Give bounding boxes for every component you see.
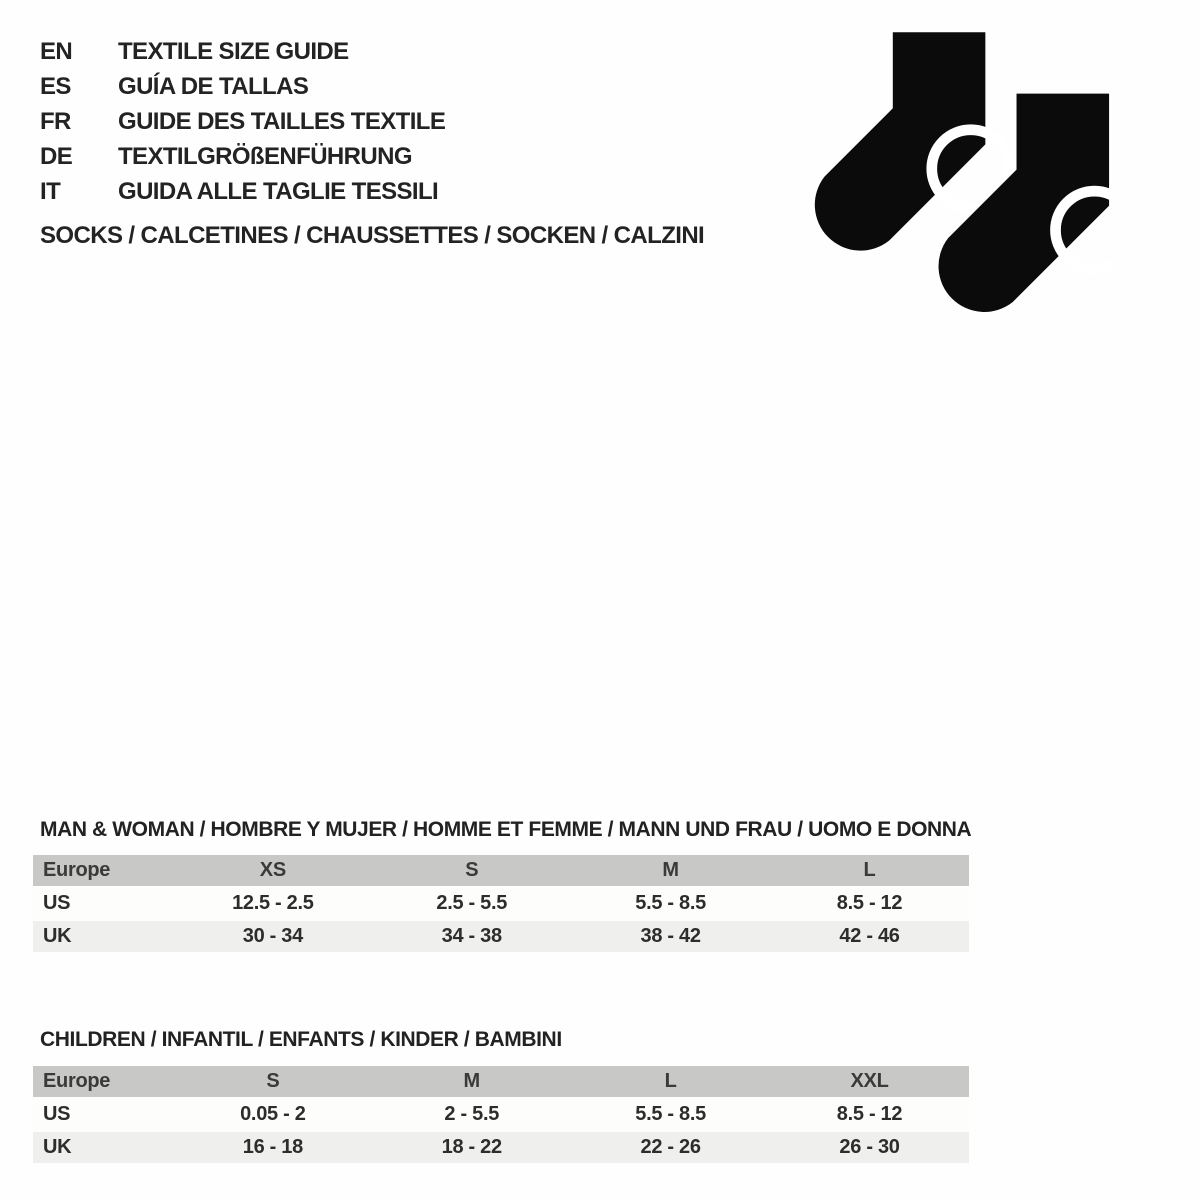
lang-code: IT xyxy=(40,177,61,205)
table-row-uk xyxy=(33,921,969,952)
header-cell-size: S xyxy=(465,859,479,881)
size-value: 5.5 - 8.5 xyxy=(635,892,706,914)
lang-row-fr xyxy=(40,104,445,139)
lang-row-it xyxy=(40,174,445,209)
table-row-us xyxy=(33,1099,969,1130)
lang-label: GUÍA DE TALLAS xyxy=(118,72,309,100)
socks-icon xyxy=(810,32,1112,320)
lang-label: GUIDA ALLE TAGLIE TESSILI xyxy=(118,177,439,205)
size-value: 16 - 18 xyxy=(242,1136,303,1158)
lang-row-es xyxy=(40,69,445,104)
man-woman-size-table xyxy=(33,855,969,954)
header-cell-region: Europe xyxy=(43,859,111,881)
size-value: 2.5 - 5.5 xyxy=(436,892,508,914)
size-value: 8.5 - 12 xyxy=(836,1103,903,1125)
header-cell-size: L xyxy=(863,859,876,881)
children-size-table xyxy=(33,1066,969,1165)
row-label: US xyxy=(43,1103,71,1125)
product-category-line: SOCKS / CALCETINES / CHAUSSETTES / SOCKEN / CALZINI xyxy=(40,222,705,249)
row-label: US xyxy=(43,892,71,914)
size-value: 0.05 - 2 xyxy=(240,1103,306,1125)
lang-row-de xyxy=(40,139,445,174)
table-row-us xyxy=(33,888,969,919)
header-cell-size: S xyxy=(266,1070,280,1092)
header-cell-size: XS xyxy=(259,859,286,881)
lang-row-en xyxy=(40,34,445,69)
lang-code: ES xyxy=(40,72,71,100)
size-value: 26 - 30 xyxy=(839,1136,900,1158)
header-cell-size: XXL xyxy=(850,1070,889,1092)
children-section-title: CHILDREN / INFANTIL / ENFANTS / KINDER / BAMBINI xyxy=(40,1028,562,1051)
size-value: 22 - 26 xyxy=(640,1136,701,1158)
language-heading-block xyxy=(40,34,445,209)
header-cell-size: M xyxy=(662,859,679,881)
size-value: 38 - 42 xyxy=(640,925,701,947)
size-value: 18 - 22 xyxy=(441,1136,502,1158)
lang-label: GUIDE DES TAILLES TEXTILE xyxy=(118,107,446,135)
table-header-row xyxy=(33,855,969,886)
size-value: 30 - 34 xyxy=(242,925,303,947)
size-value: 42 - 46 xyxy=(839,925,900,947)
header-cell-size: L xyxy=(664,1070,677,1092)
size-value: 12.5 - 2.5 xyxy=(232,892,314,914)
size-value: 34 - 38 xyxy=(441,925,502,947)
header-cell-size: M xyxy=(463,1070,480,1092)
lang-code: FR xyxy=(40,107,71,135)
size-value: 5.5 - 8.5 xyxy=(635,1103,706,1125)
lang-label: TEXTILGRÖßENFÜHRUNG xyxy=(118,142,412,170)
table-row-uk xyxy=(33,1132,969,1163)
lang-code: DE xyxy=(40,142,73,170)
row-label: UK xyxy=(43,1136,72,1158)
size-value: 8.5 - 12 xyxy=(836,892,903,914)
table-header-row xyxy=(33,1066,969,1097)
lang-label: TEXTILE SIZE GUIDE xyxy=(118,37,349,65)
lang-code: EN xyxy=(40,37,73,65)
size-value: 2 - 5.5 xyxy=(444,1103,500,1125)
header-cell-region: Europe xyxy=(43,1070,111,1092)
man-woman-section-title: MAN & WOMAN / HOMBRE Y MUJER / HOMME ET FEMME / MANN UND FRAU / UOMO E DONNA xyxy=(40,818,972,841)
row-label: UK xyxy=(43,925,72,947)
